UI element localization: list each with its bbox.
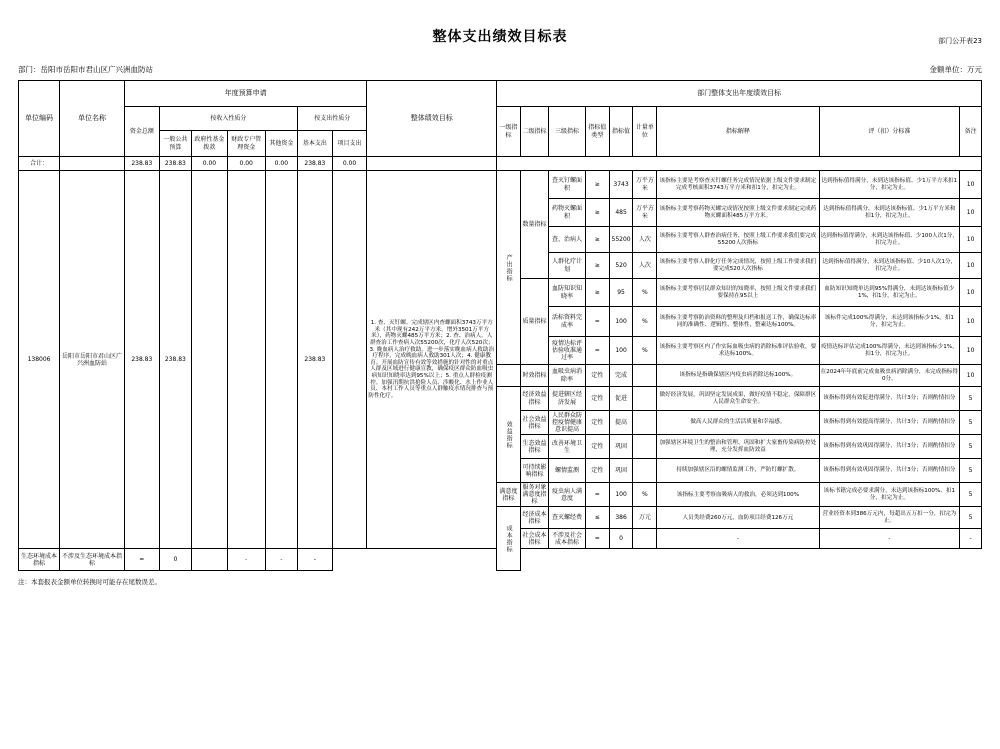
perf-remark: 10	[960, 227, 982, 253]
th-remark: 备注	[960, 107, 982, 157]
total-perf-blank	[497, 157, 982, 171]
th-expense-1: 基本支出	[298, 131, 333, 157]
perf-l2-1-1: 社会效益指标	[520, 411, 548, 435]
th-explain: 指标解释	[657, 107, 819, 157]
th-total: 资金总额	[125, 107, 160, 157]
perf-score: 血防知识知晓单达到95%得满分，未到达该指标值少1%，扣1分，扣完为止。	[819, 279, 960, 307]
perf-value: 3743	[609, 171, 633, 199]
perf-explain: 做好经济发展，巩固坚定发展成果，做好疫情不稳定，保障群区人民群众生命安全。	[657, 387, 819, 411]
th-l1: 一级指标	[497, 107, 521, 157]
row-expense-2	[332, 171, 367, 549]
perf-remark: 10	[960, 365, 982, 387]
footnote: 注：本套报表金额单位转换时可能存在尾数误差。	[18, 578, 161, 587]
perf-value-type: ≥	[585, 279, 609, 307]
perf-l3: 查、治病人	[549, 227, 586, 253]
th-l3: 三级指标	[549, 107, 586, 157]
perf-l1-2-label: 满意度指标	[499, 487, 518, 502]
perf-value: 巩固	[609, 435, 633, 459]
perf-remark: 10	[960, 199, 982, 227]
perf-score: 该指标得到有效巩固得满分，共计3分；否则酌情扣分	[819, 459, 960, 483]
th-income-4: 其他资金	[265, 131, 297, 157]
perf-value: 386	[609, 507, 633, 529]
perf-l2-1-3: 可持续影响指标	[520, 459, 548, 483]
perf-l3: 查灭钉螺面积	[549, 171, 586, 199]
perf-score: 营业经资本到386万元内，每超出五万扣一分，扣完为止。	[819, 507, 960, 529]
perf-l3: 药物灭螺面积	[549, 199, 586, 227]
perf-score: 该指标得到有效促进得满分，共计3分；否则酌情扣分	[819, 387, 960, 411]
perf-remark: 10	[960, 337, 982, 365]
document-page	[0, 26, 1000, 749]
th-unit-code: 单位编码	[19, 81, 60, 157]
total-income-4: 0.00	[265, 157, 297, 171]
perf-value-type: ≥	[585, 253, 609, 279]
row-expense-1: 238.83	[298, 171, 333, 549]
perf-unit: 人次	[633, 227, 657, 253]
perf-value-type: 定性	[585, 365, 609, 387]
perf-l1-0-label: 产出指标	[505, 253, 513, 282]
th-income-3: 财政专户管理资金	[227, 131, 265, 157]
perf-value-type: =	[585, 307, 609, 337]
perf-l1-1-label: 效益指标	[505, 420, 513, 449]
th-l2: 二级指标	[520, 107, 548, 157]
perf-l3: 不涉及生态环境成本指标	[60, 549, 125, 571]
perf-score: 达到指标值得满分，未到达该指标值、少10人次1分，扣完为止。	[819, 253, 960, 279]
perf-unit: 万平方米	[633, 171, 657, 199]
perf-score: 达到指标值得满分，未到达该指标值、少100人次1分，扣完为止。	[819, 227, 960, 253]
unit-name: 岳阳市岳阳市君山区广兴洲血防站	[60, 171, 125, 549]
perf-explain: 做高人民群众的生活活质量和幸福感。	[657, 411, 819, 435]
perf-l3: 人群化疗计划	[549, 253, 586, 279]
perf-value: 485	[609, 199, 633, 227]
perf-value: 100	[609, 307, 633, 337]
perf-remark: 5	[960, 387, 982, 411]
perf-l3: 人民群众防控疫情健康意识提高	[549, 411, 586, 435]
table-row	[19, 171, 982, 199]
perf-value-type: ≥	[585, 227, 609, 253]
perf-score: 达到指标值得满分，未到达该指标值、少1万平方米和扣1分，扣完为止。	[819, 199, 960, 227]
perf-value-type: 定性	[585, 411, 609, 435]
perf-value: 促进	[609, 387, 633, 411]
row-income-3	[227, 171, 265, 549]
sub-header	[18, 64, 982, 76]
perf-l3: 改善环境卫生	[549, 435, 586, 459]
unit-code: 138006	[19, 171, 60, 549]
perf-value-type: 定性	[585, 435, 609, 459]
perf-unit	[633, 411, 657, 435]
perf-value: 55200	[609, 227, 633, 253]
perf-explain: 该指标主要考察防治资料的整理及归档和报送工作，确保达标率同的准确性、逻辑性、整体性，整素达标100%。	[657, 307, 819, 337]
perf-explain: -	[227, 549, 265, 571]
perf-explain: 人员类经费260万元，血防项目经费126万元	[657, 507, 819, 529]
perf-value: 提高	[609, 411, 633, 435]
perf-l3: 不涉及社会成本指标	[549, 529, 586, 549]
total-expense-2: 0.00	[332, 157, 367, 171]
total-overall-goal	[367, 157, 497, 171]
perf-value-type: ≥	[585, 199, 609, 227]
perf-l3: 螺情监测	[549, 459, 586, 483]
perf-score: 在2024年年底前完成血吸虫病消除满分，未完成指标得0分。	[819, 365, 960, 387]
perf-remark: 5	[960, 411, 982, 435]
perf-unit: %	[633, 483, 657, 507]
perf-value-type: =	[125, 549, 160, 571]
perf-explain: 该指标主要考察居民群众知识的知晓率，按照上级文件要求我们要保持在95以上	[657, 279, 819, 307]
perf-value: 巩固	[609, 459, 633, 483]
perf-remark: 5	[960, 459, 982, 483]
total-income-1: 238.83	[159, 157, 191, 171]
perf-score: 该标件完成100%得满分，未达到该指标少1%，扣1分，扣完为止。	[819, 307, 960, 337]
total-label: 合计：	[19, 157, 60, 171]
row-income-4	[265, 171, 297, 549]
perf-explain: 该指标主要是考察查灭钉螺任务完成情况依据上级文件要求制定完成考核面积3743万平方米和扣1分，扣完为止。	[657, 171, 819, 199]
perf-remark: 10	[960, 253, 982, 279]
perf-l2-3-1: 社会成本指标	[520, 529, 548, 549]
perf-explain: 加强辖区环境卫生的整治和管理、巩固和扩大家畜传染病防控处理，充分发挥血防效益	[657, 435, 819, 459]
perf-score: 该标书籍完成必要求满分，未达到该指标100%、扣1分，扣完为止。	[819, 483, 960, 507]
perf-unit	[633, 365, 657, 387]
perf-l1-3-label: 成本指标	[505, 524, 513, 553]
perf-explain: 该指标是指确保辖区内疫虫病消除达标100%。	[657, 365, 819, 387]
perf-l3: 活标资料完成率	[549, 307, 586, 337]
perf-score: -	[819, 529, 960, 549]
overall-goal-text: 1. 查、灭钉螺。完成辖区内查螺面积3743万平方米（其中现有242万平方米，增外3501万平方米），药物灭螺485万平方米；2. 查、治病人。人群查治工作查病人次55200次，化疗人次520次；3. 晚血病人治疗救助。进一步落实晚血病人救助治疗程序，完成晚血病人救助301人次；4. 健康教育。开展血防宣传有效等效措施的针对性的对重点人群及区域进行健康宣教，确保疫区群众防血吸虫病知识知晓率达到95%以上；5. 重点人群检疫测控。加强汛期抗洪抢险人员、涉酸化、水上作业人员、本村工作人员等重点人群触疫水情况排查与预防性化疗。	[367, 171, 497, 549]
perf-remark: 5	[960, 483, 982, 507]
perf-l2-0-2: 时效指标	[520, 365, 548, 387]
total-income-2: 0.00	[192, 157, 228, 171]
perf-unit	[633, 529, 657, 549]
perf-explain: 该指标主要考察血吸病人的救治，必须达到100%	[657, 483, 819, 507]
perf-score: -	[265, 549, 297, 571]
perf-value-type: =	[585, 529, 609, 549]
th-budget-group: 年度预算申请	[125, 81, 367, 107]
perf-l1-1	[497, 387, 521, 483]
perf-unit	[633, 387, 657, 411]
perf-l2-0-0-label: 数量指标	[522, 220, 547, 228]
table-row-total	[19, 157, 982, 171]
row-income-2	[192, 171, 228, 549]
perf-l1-3	[497, 507, 521, 571]
perf-l1-0-cont	[497, 365, 521, 387]
perf-unit: 人次	[633, 253, 657, 279]
perf-unit: %	[633, 279, 657, 307]
total-amount: 238.83	[125, 157, 160, 171]
th-value: 指标值	[609, 107, 633, 157]
perf-unit	[633, 459, 657, 483]
perf-l1-2	[497, 483, 521, 507]
perf-value: 100	[609, 483, 633, 507]
perf-remark: 5	[960, 507, 982, 529]
perf-l3: 血防知识知晓率	[549, 279, 586, 307]
th-perf-group: 部门整体支出年度绩效目标	[497, 81, 982, 107]
perf-l2-0-1	[520, 279, 548, 365]
row-total: 238.83	[125, 171, 160, 549]
doc-code: 部门公开表23	[938, 37, 982, 45]
perf-value: 100	[609, 337, 633, 365]
perf-unit: %	[633, 307, 657, 337]
total-income-3: 0.00	[227, 157, 265, 171]
perf-value-type: 定性	[585, 387, 609, 411]
perf-remark: 10	[960, 307, 982, 337]
perf-value-type: ≤	[585, 507, 609, 529]
perf-l3: 疫情达标评估验收准通过率	[549, 337, 586, 365]
th-income-2: 政府性基金拨款	[192, 131, 228, 157]
perf-l2-2-0: 服务对象满意度指标	[520, 483, 548, 507]
perf-remark: -	[298, 549, 333, 571]
total-unit-name	[60, 157, 125, 171]
perf-l3: 提进辖区经济发展	[549, 387, 586, 411]
perf-unit	[633, 435, 657, 459]
perf-value: 0	[159, 549, 191, 571]
perf-l2-0-1-label: 质量指标	[522, 317, 547, 325]
total-expense-1: 238.83	[298, 157, 333, 171]
page-title: 整体支出绩效目标表	[432, 29, 568, 45]
perf-l2-3-0: 经济成本指标	[520, 507, 548, 529]
perf-value-type: ≥	[585, 171, 609, 199]
perf-score: 达到指标值得满分，未到达该指标值、少1万平方米扣1分，扣完为止。	[819, 171, 960, 199]
perf-score: 该指标得到有效提高得满分，共计3分；否则酌情扣分	[819, 411, 960, 435]
perf-remark: 10	[960, 279, 982, 307]
perf-unit: 万平方米	[633, 199, 657, 227]
perf-remark: -	[960, 529, 982, 549]
perf-explain: 该指标主要考察人群化疗任务完成情况，按照上级工作要求我们要完成520人次指标	[657, 253, 819, 279]
perf-unit: 万元	[633, 507, 657, 529]
perf-l3: 查灭螺经费	[549, 507, 586, 529]
perf-explain: 该指标主要考察人群查治病任务，按照上级工作要求我们要完成55200人次指标	[657, 227, 819, 253]
department-label: 部门：岳阳市岳阳市君山区广兴洲血防站	[18, 65, 153, 74]
perf-unit: %	[633, 337, 657, 365]
perf-explain: 持续加强辖区沿的螺情监测工作，严防钉螺扩散。	[657, 459, 819, 483]
th-value-type: 指标值类型	[585, 107, 609, 157]
perf-value-type: =	[585, 483, 609, 507]
perf-explain: -	[657, 529, 819, 549]
perf-l3: 血吸虫病消除率	[549, 365, 586, 387]
th-expense-2: 项目支出	[332, 131, 367, 157]
perf-l3: 疫虫病人满意度	[549, 483, 586, 507]
performance-table	[18, 80, 982, 571]
perf-l2-1-0: 经济效益指标	[520, 387, 548, 411]
th-overall-goal: 整体绩效目标	[367, 81, 497, 157]
th-income-group: 按收入性质分	[159, 107, 297, 131]
perf-value-type: 定性	[585, 459, 609, 483]
perf-remark: 10	[960, 171, 982, 199]
th-income-1: 一般公共预算	[159, 131, 191, 157]
amount-unit-label: 金额单位：万元	[929, 65, 982, 74]
perf-l2-1-2: 生态效益指标	[520, 435, 548, 459]
perf-value-type: =	[585, 337, 609, 365]
th-measure-unit: 计量单位	[633, 107, 657, 157]
th-unit-name: 单位名称	[60, 81, 125, 157]
perf-value: 95	[609, 279, 633, 307]
perf-remark: 5	[960, 435, 982, 459]
perf-explain: 该指标主要考察药物灭螺完成情况按照上级文件要求制定完成药物灭螺面积485万平方米。	[657, 199, 819, 227]
row-income-1: 238.83	[159, 171, 191, 549]
perf-value: 0	[609, 529, 633, 549]
perf-l2-0-0	[520, 171, 548, 279]
th-expense-group: 按支出性质分	[298, 107, 367, 131]
perf-l1-0	[497, 171, 521, 365]
perf-score: 该指标得到有效巩固得满分，共计3分；否则酌情扣分	[819, 435, 960, 459]
th-score-rule: 评（扣）分标准	[819, 107, 960, 157]
perf-l2-3-2: 生态环境成本指标	[19, 549, 60, 571]
perf-value: 520	[609, 253, 633, 279]
perf-explain: 该指标主要考察区内了作实际血吸虫病的消除标准评估验收，要求达标100%。	[657, 337, 819, 365]
perf-unit	[192, 549, 228, 571]
perf-value: 完成	[609, 365, 633, 387]
perf-score: 疫情达标评估完成100%得满分，未达到该指标少1%，扣1分，扣完为止。	[819, 337, 960, 365]
